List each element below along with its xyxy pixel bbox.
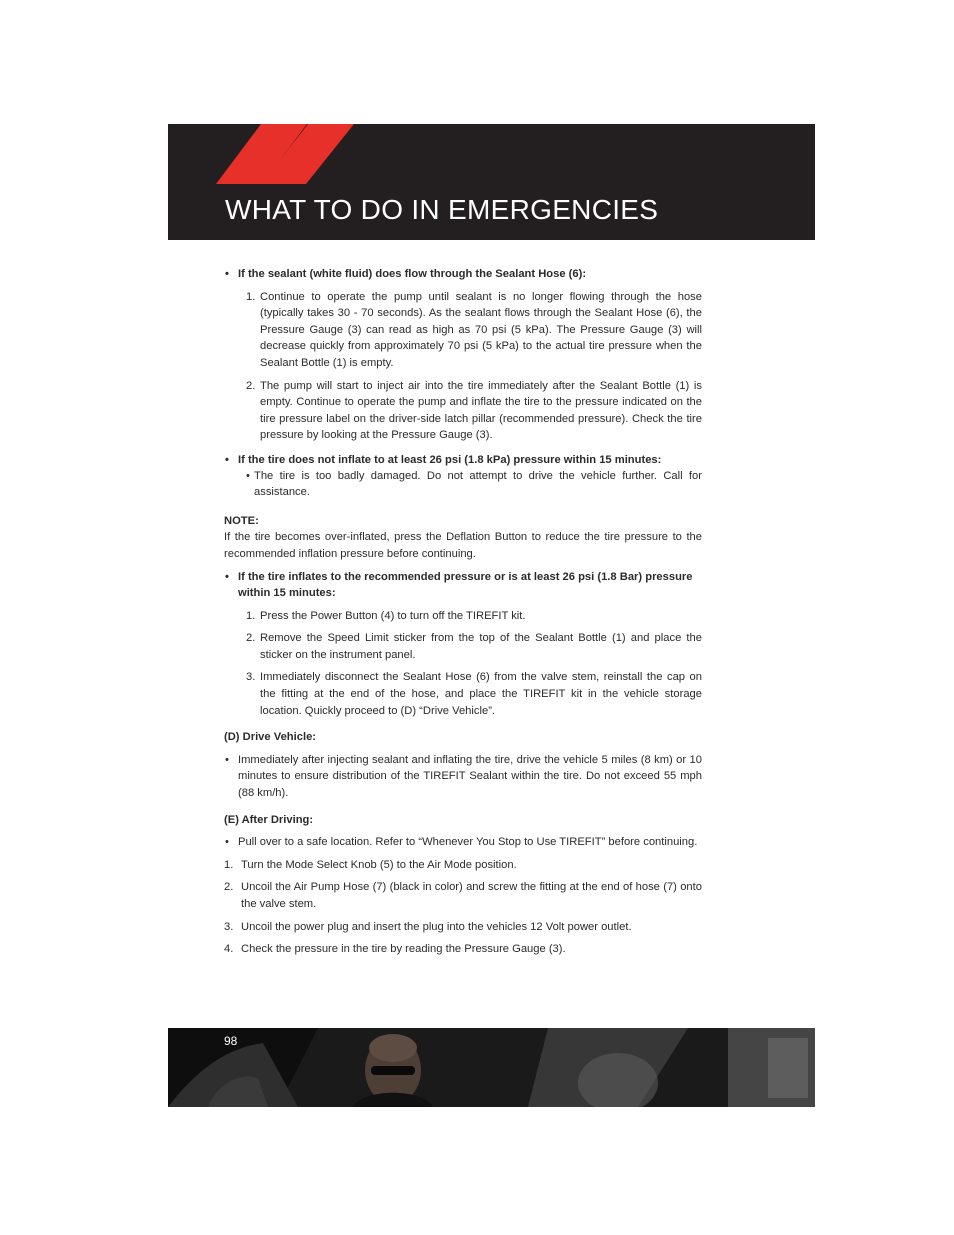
bullet-heading-not-inflate [224,452,702,469]
list-number: 1. [246,290,256,303]
sub-bullet-text: The tire is too badly damaged. Do not attempt to drive the vehicle further. Call for assistance. [254,469,702,499]
list-text: Check the pressure in the tire by reading the Pressure Gauge (3). [241,943,566,956]
driver-photo [168,1028,815,1107]
list-item [224,857,702,874]
list-number: 4. [224,943,234,956]
list-item [224,378,702,444]
note-text: If the tire becomes over-inflated, press the Deflation Button to reduce the tire pressure to the recommended inflation pressure before continuing. [224,531,702,560]
section-heading-after-driving: (E) After Driving: [224,813,314,826]
list-item [224,941,702,958]
bullet-dot: • [225,570,229,583]
bullet-item [224,752,702,802]
bullet-heading-text: If the tire inflates to the recommended pressure or is at least 26 psi (1.8 Bar) pressure within 15 minutes: [238,570,693,600]
list-text: Immediately disconnect the Sealant Hose (6) from the valve stem, reinstall the cap on the fitting at the end of the hose, and place the TIREFIT kit in the vehicle storage location. Quickly proceed to (D) “Drive Vehicle”. [260,671,702,717]
bullet-heading-sealant-flows [224,266,702,283]
bullet-heading-inflates [224,569,702,602]
section-heading-drive-vehicle: (D) Drive Vehicle: [224,731,317,744]
list-item [224,608,702,625]
document-body [224,266,702,964]
list-text: Remove the Speed Limit sticker from the top of the Sealant Bottle (1) and place the sticker on the instrument panel. [260,632,702,661]
bullet-dot: • [225,836,229,849]
list-number: 1. [224,858,234,871]
page-title: WHAT TO DO IN EMERGENCIES [225,194,659,225]
list-number: 3. [224,920,234,933]
list-number: 2. [246,632,256,645]
bullet-dot: • [225,268,229,280]
bullet-text: Immediately after injecting sealant and inflating the tire, drive the vehicle 5 miles (8 km) or 10 minutes to ensure distribution of the TIREFIT Sealant within the tire. Do not exceed 55 mph (88 km/h). [238,753,702,800]
list-text: Uncoil the Air Pump Hose (7) (black in color) and screw the fitting at the end of hose (7) onto the valve stem. [241,881,702,910]
note-label: NOTE: [224,514,259,527]
list-number: 3. [246,671,256,684]
list-text: Uncoil the power plug and insert the plug into the vehicles 12 Volt power outlet. [241,920,632,933]
list-item [224,919,702,936]
list-number: 2. [224,881,234,894]
list-item [224,630,702,663]
bullet-dot: • [246,469,250,482]
bullet-text: Pull over to a safe location. Refer to “Whenever You Stop to Use TIREFIT” before continuing. [238,836,698,849]
header-banner [168,124,815,240]
bullet-heading-text: If the tire does not inflate to at least 26 psi (1.8 kPa) pressure within 15 minutes: [238,453,662,466]
bullet-dot: • [225,753,229,766]
list-item [224,669,702,719]
list-number: 1. [246,609,256,622]
bullet-heading-text: If the sealant (white fluid) does flow through the Sealant Hose (6): [238,268,587,280]
list-text: Press the Power Button (4) to turn off the TIREFIT kit. [260,609,526,622]
page-number: 98 [224,1034,238,1048]
list-number: 2. [246,379,256,392]
footer-photo-banner [168,1028,815,1107]
list-item [224,289,702,372]
racing-stripes-logo [210,124,360,184]
list-text: Turn the Mode Select Knob (5) to the Air Mode position. [241,858,517,871]
bullet-item [224,834,702,851]
list-item [224,879,702,912]
list-text: The pump will start to inject air into the tire immediately after the Sealant Bottle (1) is empty. Continue to operate the pump and inflate the tire to the pressure indicated on the tire pressure label on the driver-side latch pillar (recommended pressure). Check the tire pressure by looking at the Pressure Gauge (3). [260,379,702,442]
bullet-dot: • [225,453,229,466]
sub-bullet [224,468,702,501]
list-text: Continue to operate the pump until sealant is no longer flowing through the hose (typically takes 30 - 70 seconds). As the sealant flows through the Sealant Hose (6), the Pressure Gauge (3) can read as high as 70 psi (5 kPa). The Pressure Gauge (3) will decrease quickly from approximately 70 psi (5 kPa) to the actual tire pressure when the Sealant Bottle (1) is empty. [260,290,702,369]
